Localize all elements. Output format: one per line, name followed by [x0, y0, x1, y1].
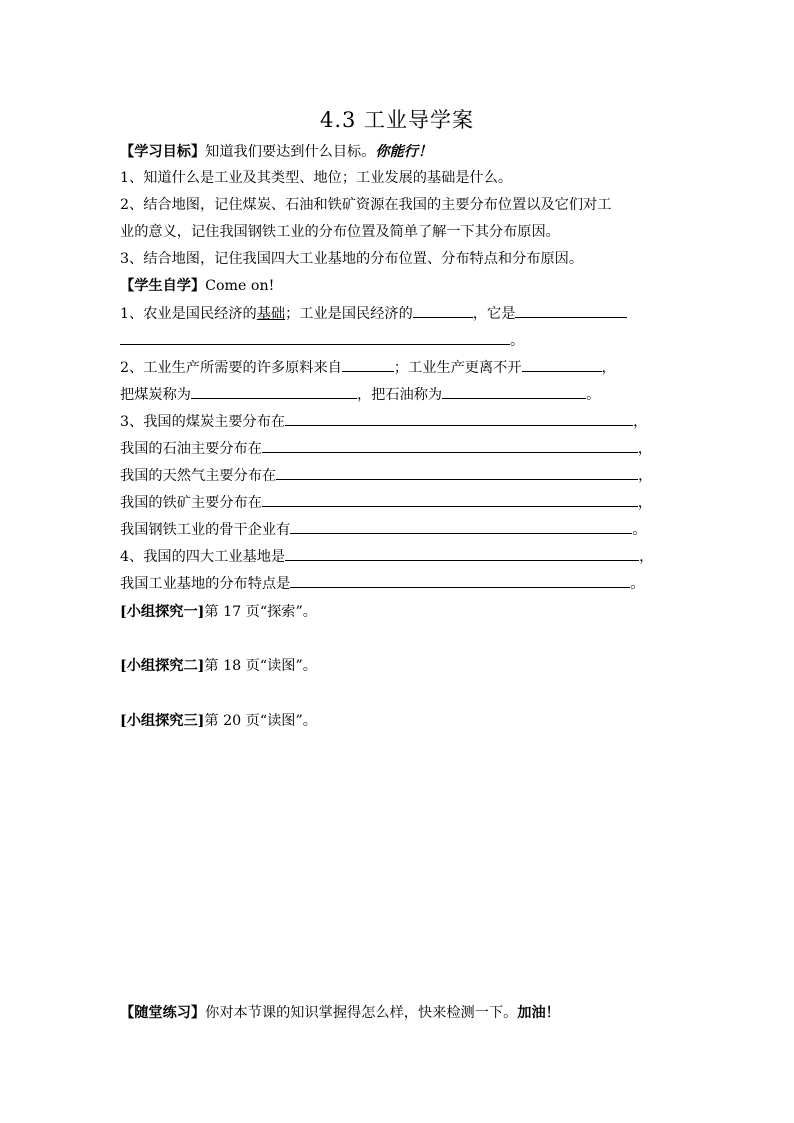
- objective-item-3: 3、结合地图，记住我国四大工业基地的分布位置、分布特点和分布原因。: [120, 251, 584, 267]
- objectives-header-line: [120, 142, 432, 162]
- q3-coal-comma: ，: [633, 414, 648, 430]
- q4-bases-blank[interactable]: [285, 546, 639, 561]
- q4-features-label: 我国工业基地的分布特点是: [120, 576, 291, 592]
- question-3-oil: [120, 438, 652, 459]
- group-inquiry-2-text: 第 18 页“读图”。: [204, 658, 317, 674]
- page-title: 4.3 工业导学案: [319, 108, 475, 132]
- q1-text-a: 1、农业是国民经济的: [120, 306, 257, 322]
- question-3-steel: [120, 519, 646, 540]
- practice-line: [120, 1003, 560, 1023]
- question-3-gas: [120, 465, 652, 486]
- objectives-heading: 【学习目标】: [120, 144, 206, 160]
- question-3-coal: [120, 411, 647, 432]
- question-4-bases: [120, 546, 653, 567]
- group-inquiry-1-label: [小组探究一]: [120, 604, 205, 620]
- self-study-heading: 【学生自学】: [120, 278, 206, 294]
- objectives-cheer: 你能行！: [375, 144, 433, 160]
- self-study-header-line: [120, 276, 274, 296]
- objective-item-2-line-1: 2、结合地图，记住煤炭、石油和铁矿资源在我国的主要分布位置以及它们对工: [120, 197, 612, 213]
- q4-features-period: 。: [630, 576, 645, 592]
- q3-steel-label: 我国钢铁工业的骨干企业有: [120, 522, 291, 538]
- q1-blank-2a[interactable]: [515, 303, 627, 318]
- q2-text-d: 把煤炭称为: [120, 387, 191, 403]
- q4-bases-label: 4、我国的四大工业基地是: [120, 549, 286, 565]
- group-inquiry-2: [120, 656, 317, 676]
- q3-coal-blank[interactable]: [285, 411, 633, 426]
- group-inquiry-3-label: [小组探究三]: [120, 713, 205, 729]
- q2-text-e: ，把石油称为: [356, 387, 443, 403]
- q3-oil-comma: ，: [637, 441, 653, 457]
- q3-iron-blank[interactable]: [262, 492, 638, 507]
- q1-text-b: ；工业是国民经济的: [285, 306, 413, 322]
- group-inquiry-1: [120, 602, 317, 622]
- question-4-features: [120, 573, 644, 594]
- group-inquiry-3-text: 第 20 页“读图”。: [204, 713, 317, 729]
- group-inquiry-1-text: 第 17 页“探索”。: [204, 604, 317, 620]
- q3-coal-label: 3、我国的煤炭主要分布在: [120, 414, 286, 430]
- q1-text-c: ，它是: [472, 306, 516, 322]
- group-inquiry-3: [120, 711, 317, 731]
- self-study-heading-tail: Come on!: [205, 278, 275, 294]
- q3-oil-blank[interactable]: [262, 438, 638, 453]
- q1-underlined-answer: 基础: [256, 306, 286, 322]
- practice-text: 你对本节课的知识掌握得怎么样，快来检测一下。: [205, 1005, 518, 1021]
- q1-blank-2b[interactable]: [120, 330, 510, 345]
- group-inquiry-2-label: [小组探究二]: [120, 658, 205, 674]
- question-1-line-2: [120, 330, 524, 351]
- question-2-line-2: [120, 384, 600, 405]
- q2-blank-3[interactable]: [191, 384, 357, 399]
- q2-text-b: ；工业生产更离不开: [393, 360, 522, 376]
- q3-gas-label: 我国的天然气主要分布在: [120, 468, 277, 484]
- q3-steel-period: 。: [632, 522, 647, 538]
- objectives-intro: 知道我们要达到什么目标。: [205, 144, 376, 160]
- q2-blank-1[interactable]: [342, 357, 394, 372]
- practice-heading: 【随堂练习】: [120, 1005, 206, 1021]
- q3-steel-blank[interactable]: [290, 519, 632, 534]
- q2-text-c: ，: [601, 360, 616, 376]
- objective-item-2-line-2: 业的意义，记住我国钢铁工业的分布位置及简单了解一下其分布原因。: [120, 224, 560, 240]
- q1-end: 。: [510, 333, 525, 349]
- objective-item-1: 1、知道什么是工业及其类型、地位；工业发展的基础是什么。: [120, 170, 513, 186]
- q4-features-blank[interactable]: [290, 573, 630, 588]
- q2-blank-4[interactable]: [442, 384, 586, 399]
- q3-oil-label: 我国的石油主要分布在: [120, 441, 262, 457]
- q3-iron-comma: ，: [637, 495, 653, 511]
- q2-text-f: 。: [586, 387, 601, 403]
- q1-blank-1[interactable]: [413, 303, 473, 318]
- question-1-line-1: [120, 303, 627, 324]
- q2-text-a: 2、工业生产所需要的许多原料来自: [120, 360, 342, 376]
- q3-gas-comma: ，: [638, 468, 653, 484]
- question-3-iron: [120, 492, 652, 513]
- practice-cheer: 加油！: [517, 1005, 560, 1021]
- q4-bases-comma: ，: [639, 549, 654, 565]
- q3-gas-blank[interactable]: [276, 465, 638, 480]
- question-2-line-1: [120, 357, 616, 378]
- q3-iron-label: 我国的铁矿主要分布在: [120, 495, 262, 511]
- q2-blank-2[interactable]: [522, 357, 602, 372]
